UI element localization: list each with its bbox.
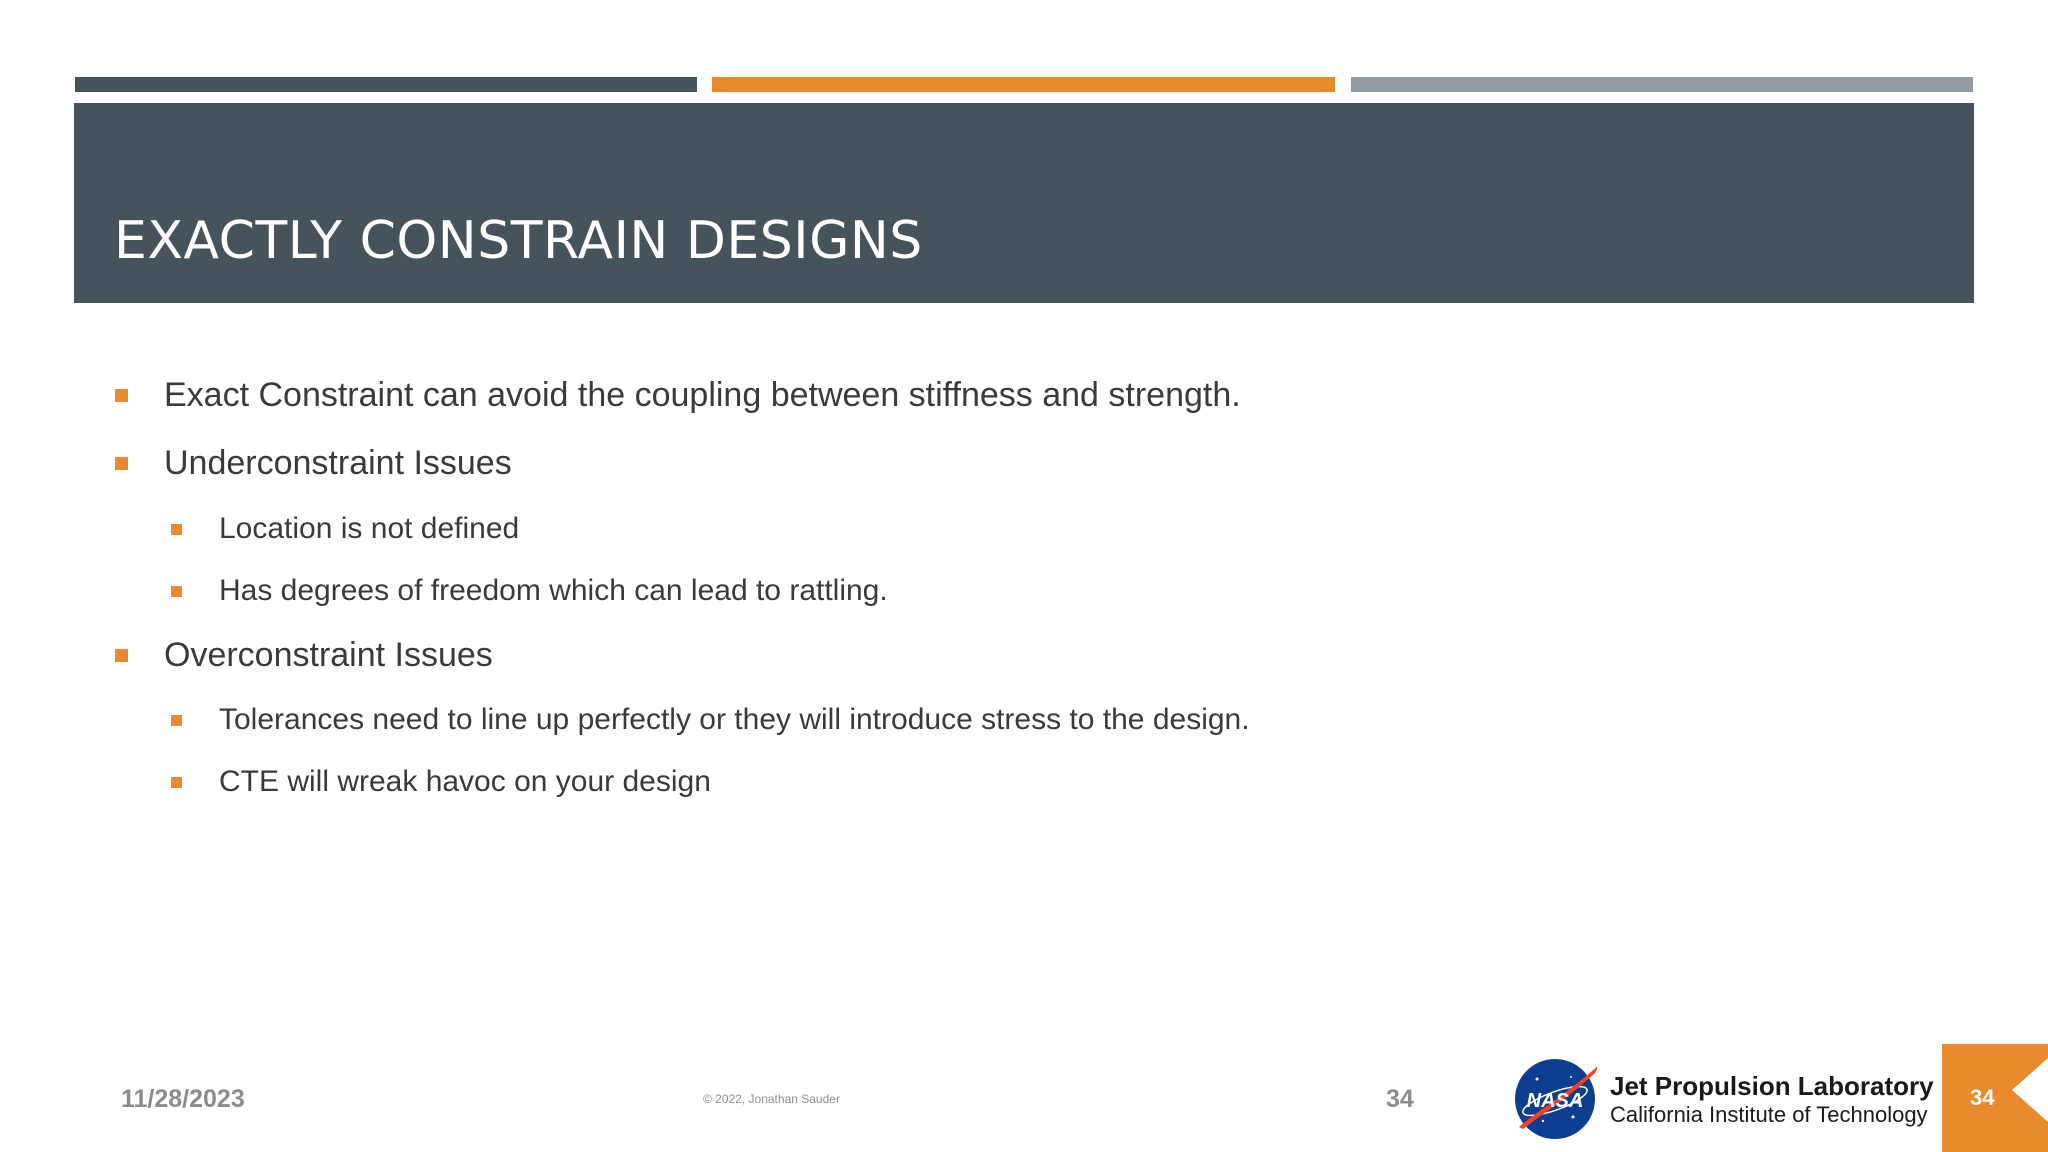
footer-copyright: © 2022, Jonathan Sauder [703,1092,840,1106]
sub-bullet-item [219,703,1250,737]
title-band [74,103,1974,303]
bullet-square-icon [171,715,182,726]
sub-bullet-item [219,765,711,799]
bullet-text: Tolerances need to line up perfectly or they will introduce stress to the design. [219,703,1250,736]
jpl-lab-name: Jet Propulsion Laboratory [1610,1071,1934,1101]
bullet-text: CTE will wreak havoc on your design [219,765,711,798]
bullet-text: Exact Constraint can avoid the coupling between stiffness and strength. [164,376,1241,414]
top-bar-gray [1351,77,1973,92]
bullet-text: Underconstraint Issues [164,444,512,482]
bullet-text: Has degrees of freedom which can lead to rattling. [219,574,888,607]
sub-bullet-item [219,512,519,546]
nasa-logo-icon [1513,1057,1597,1141]
bullet-square-icon [115,389,128,402]
slide-title: EXACTLY CONSTRAIN DESIGNS [114,211,923,271]
bullet-square-icon [171,777,182,788]
page-flag-icon [1942,1044,2048,1152]
bullet-square-icon [115,457,128,470]
bullet-square-icon [171,524,182,535]
bullet-text: Overconstraint Issues [164,636,493,674]
footer-date: 11/28/2023 [121,1085,245,1113]
footer-page-number: 34 [1386,1085,1414,1113]
svg-text:NASA: NASA [1526,1090,1584,1112]
sub-bullet-item [219,574,888,608]
top-bar-dark [75,77,697,92]
jpl-lab-subtitle: California Institute of Technology [1610,1102,1928,1127]
bullet-square-icon [115,649,128,662]
page-tab-number: 34 [1970,1085,1995,1110]
bullet-text: Location is not defined [219,512,520,545]
top-bar-orange [712,77,1335,92]
bullet-square-icon [171,586,182,597]
bullet-item [164,636,493,675]
bullet-item [164,444,512,483]
bullet-item [164,376,1241,415]
